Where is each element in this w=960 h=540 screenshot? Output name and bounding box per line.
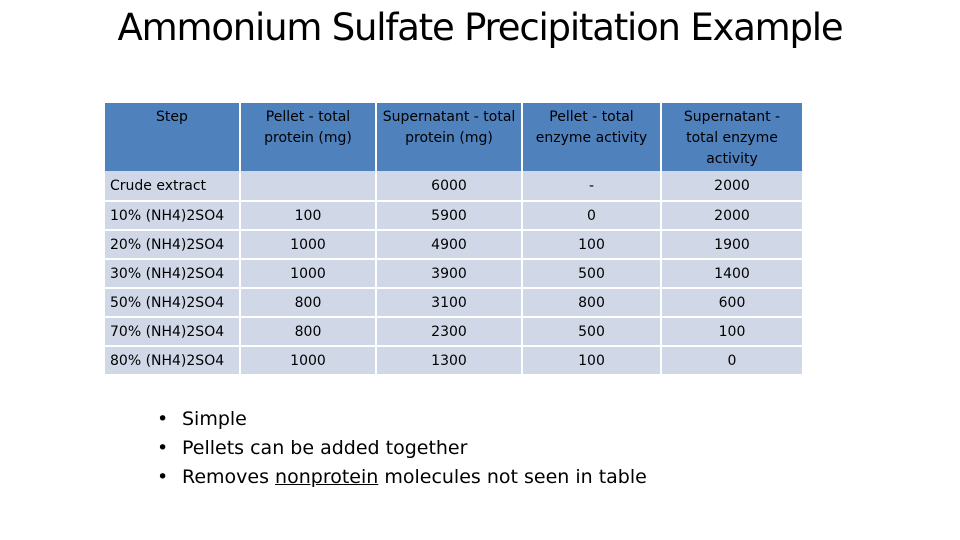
pellet-enzyme-cell: 100 bbox=[523, 345, 662, 374]
supernatant-protein-cell: 2300 bbox=[377, 316, 523, 345]
header-supernatant-enzyme: Supernatant - total enzyme activity bbox=[662, 103, 802, 171]
table-row bbox=[105, 171, 802, 200]
note-underlined-term: nonprotein bbox=[275, 466, 379, 488]
slide-title: Ammonium Sulfate Precipitation Example bbox=[117, 6, 843, 49]
step-cell: 10% (NH4)2SO4 bbox=[105, 200, 241, 229]
step-cell: 70% (NH4)2SO4 bbox=[105, 316, 241, 345]
header-pellet-enzyme: Pellet - total enzyme activity bbox=[523, 103, 662, 171]
supernatant-protein-cell: 5900 bbox=[377, 200, 523, 229]
supernatant-protein-cell: 1300 bbox=[377, 345, 523, 374]
pellet-protein-cell: 100 bbox=[241, 200, 377, 229]
supernatant-protein-cell: 3900 bbox=[377, 258, 523, 287]
step-cell: Crude extract bbox=[105, 171, 241, 200]
header-supernatant-protein: Supernatant - total protein (mg) bbox=[377, 103, 523, 171]
note-text-prefix: Removes bbox=[182, 466, 276, 488]
step-cell: 50% (NH4)2SO4 bbox=[105, 287, 241, 316]
note-text: Simple bbox=[182, 408, 247, 430]
bullet-icon: • bbox=[157, 466, 169, 488]
pellet-enzyme-cell: 0 bbox=[523, 200, 662, 229]
supernatant-protein-cell: 3100 bbox=[377, 287, 523, 316]
supernatant-enzyme-cell: 0 bbox=[662, 345, 802, 374]
pellet-protein-cell: 1000 bbox=[241, 229, 377, 258]
list-item bbox=[155, 463, 647, 492]
pellet-protein-cell: 800 bbox=[241, 316, 377, 345]
table-header-row bbox=[105, 103, 802, 171]
table-row bbox=[105, 258, 802, 287]
table-row bbox=[105, 316, 802, 345]
header-step: Step bbox=[105, 103, 241, 171]
step-cell: 30% (NH4)2SO4 bbox=[105, 258, 241, 287]
pellet-enzyme-cell: 800 bbox=[523, 287, 662, 316]
supernatant-protein-cell: 4900 bbox=[377, 229, 523, 258]
supernatant-enzyme-cell: 100 bbox=[662, 316, 802, 345]
bullet-icon: • bbox=[157, 408, 169, 430]
table-row bbox=[105, 345, 802, 374]
notes-list bbox=[155, 405, 647, 492]
step-cell: 80% (NH4)2SO4 bbox=[105, 345, 241, 374]
supernatant-enzyme-cell: 2000 bbox=[662, 200, 802, 229]
supernatant-protein-cell: 6000 bbox=[377, 171, 523, 200]
header-pellet-protein: Pellet - total protein (mg) bbox=[241, 103, 377, 171]
supernatant-enzyme-cell: 2000 bbox=[662, 171, 802, 200]
pellet-protein-cell: 1000 bbox=[241, 258, 377, 287]
precipitation-table bbox=[105, 103, 802, 374]
list-item bbox=[155, 434, 647, 463]
pellet-protein-cell bbox=[241, 171, 377, 200]
note-text-suffix: molecules not seen in table bbox=[378, 466, 647, 488]
note-text: Pellets can be added together bbox=[182, 437, 468, 459]
pellet-protein-cell: 800 bbox=[241, 287, 377, 316]
pellet-protein-cell: 1000 bbox=[241, 345, 377, 374]
pellet-enzyme-cell: 500 bbox=[523, 258, 662, 287]
list-item bbox=[155, 405, 647, 434]
pellet-enzyme-cell: - bbox=[523, 171, 662, 200]
table-row bbox=[105, 229, 802, 258]
table-row bbox=[105, 200, 802, 229]
pellet-enzyme-cell: 100 bbox=[523, 229, 662, 258]
pellet-enzyme-cell: 500 bbox=[523, 316, 662, 345]
step-cell: 20% (NH4)2SO4 bbox=[105, 229, 241, 258]
table-row bbox=[105, 287, 802, 316]
bullet-icon: • bbox=[157, 437, 169, 459]
supernatant-enzyme-cell: 1900 bbox=[662, 229, 802, 258]
supernatant-enzyme-cell: 600 bbox=[662, 287, 802, 316]
supernatant-enzyme-cell: 1400 bbox=[662, 258, 802, 287]
